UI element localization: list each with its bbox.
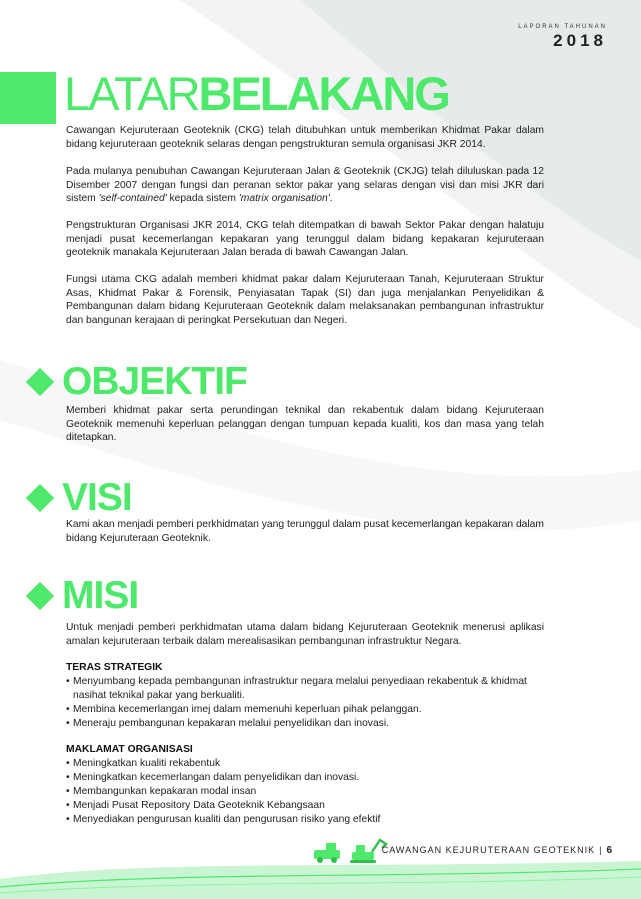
background-paragraph-3: Pengstrukturan Organisasi JKR 2014, CKG telah ditempatkan di bawah Sektor Pakar dengan halatuju menjadi pusat kecemerlangan kepakaran yang terunggul dalam bidang kepakaran kejuruteraan geoteknik manakala Kejuruteraan Jalan berada di bawah Cawangan Jalan.: [66, 220, 544, 258]
page-title-part1: LATAR: [64, 67, 199, 120]
maklamat-list: [66, 757, 546, 827]
maklamat-heading: MAKLAMAT ORGANISASI: [66, 744, 193, 755]
footer-separator: |: [599, 845, 603, 855]
list-item: • Menjadi Pusat Repository Data Geoteknik Kebangsaan: [66, 799, 546, 813]
construction-machines-icon: [312, 836, 388, 864]
diamond-bullet-icon: [26, 368, 54, 396]
report-label: [518, 24, 607, 51]
background-paragraph-4: Fungsi utama CKG adalah memberi khidmat pakar dalam Kejuruteraan Tanah, Kejuruteraan Struktur Asas, Khidmat Pakar & Forensik, Penyiasatan Tapak (SI) dan juga menjalankan Penyelidikan & Pembangunan dalam bidang Kejuruteraan Geoteknik dalam melaksanakan pembangunan infrastruktur dan bangunan kerajaan di peringkat Persekutuan dan Negeri.: [66, 274, 544, 326]
title-accent-block: [0, 72, 56, 124]
misi-title: MISI: [62, 574, 139, 617]
page-title-part2: BELAKANG: [198, 67, 449, 120]
report-year: 2018: [553, 31, 607, 50]
visi-title: VISI: [62, 476, 132, 519]
list-item: • Membangunkan kepakaran modal insan: [66, 785, 546, 799]
list-item: • Menyumbang kepada pembangunan infrastruktur negara melalui penyediaan rekabentuk & khidmat nasihat teknikal pakar yang berkualiti.: [66, 675, 546, 703]
page-number: 6: [606, 845, 613, 856]
teras-list: [66, 675, 546, 731]
report-label-small: LAPORAN TAHUNAN: [518, 24, 607, 30]
list-item: • Meningkatkan kecemerlangan dalam penyelidikan dan inovasi.: [66, 771, 546, 785]
background-paragraph-2-text: Pada mulanya penubuhan Cawangan Kejuruteraan Jalan & Geoteknik (CKJG) telah diluluskan pada 12 Disember 2007 dengan fungsi dan peranan sektor pakar yang selaras dengan visi dan misi JKR dari sistem: [66, 166, 544, 204]
background-paragraph-2-mid: kepada sistem: [166, 193, 239, 204]
objektif-text: Memberi khidmat pakar serta perundingan teknikal dan rekabentuk dalam bidang Kejuruteraan Geoteknik memenuhi keperluan pelanggan dengan tumpuan kepada kualiti, kos dan masa yang telah ditetapkan.: [66, 405, 544, 443]
footer-department: CAWANGAN KEJURUTERAAN GEOTEKNIK: [381, 845, 596, 855]
list-item: • Meningkatkan kualiti rekabentuk: [66, 757, 546, 771]
list-item: • Menyediakan pengurusan kualiti dan pengurusan risiko yang efektif: [66, 813, 546, 827]
diamond-bullet-icon: [26, 484, 54, 512]
list-item: • Meneraju pembangunan kepakaran melalui penyelidikan dan inovasi.: [66, 717, 546, 731]
teras-heading: TERAS STRATEGIK: [66, 662, 163, 673]
diamond-bullet-icon: [26, 582, 54, 610]
misi-text: Untuk menjadi pemberi perkhidmatan utama dalam bidang Kejuruteraan Geoteknik menerusi aplikasi amalan kejuruteraan terbaik dalam merealisasikan pembangunan infrastruktur Negara.: [66, 622, 544, 647]
list-item: • Membina kecemerlangan imej dalam memenuhi keperluan pihak pelanggan.: [66, 703, 546, 717]
background-paragraph-1: Cawangan Kejuruteraan Geoteknik (CKG) telah ditubuhkan untuk memberikan Khidmat Pakar dalam bidang kejuruteraan geoteknik selaras dengan pengstrukturan semula organisasi JKR 2014.: [66, 125, 544, 150]
background-paragraph-2-end: .: [329, 193, 333, 204]
background-paragraph-2: [66, 165, 544, 206]
background-paragraph-2-italic-2: 'matrix organisation': [238, 193, 330, 204]
visi-text: Kami akan menjadi pemberi perkhidmatan yang terunggul dalam pusat kecemerlangan kepakaran dalam bidang Kejuruteraan Geoteknik.: [66, 519, 544, 544]
objektif-title: OBJEKTIF: [62, 360, 247, 403]
page-title: [64, 66, 449, 122]
background-paragraph-2-italic-1: 'self-contained': [98, 193, 167, 204]
footer: [382, 845, 613, 856]
